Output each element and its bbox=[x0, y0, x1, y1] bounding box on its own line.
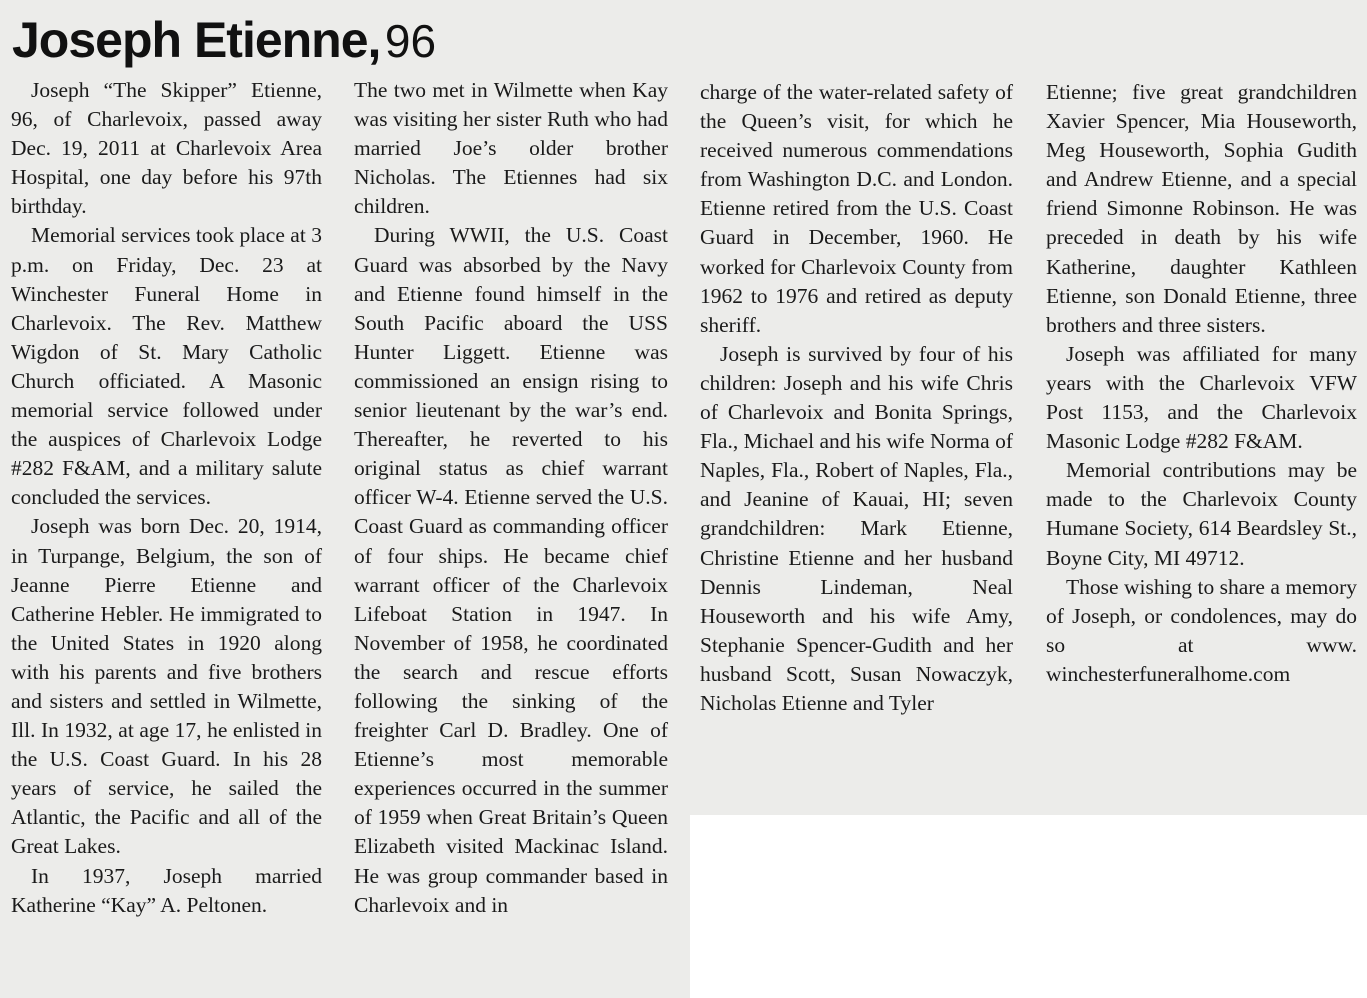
paragraph: During WWII, the U.S. Coast Guard was absorbed by the Navy and Etienne found himself in the South Pacific aboard the USS Hunter Liggett. Etienne was commissioned an ensign rising to senior lieutenant by the war’s end. Thereafter, he reverted to his original status as chief warrant officer W-4. Etienne served the U.S. Coast Guard as commanding officer of four ships. He became chief warrant officer of the Charlevoix Lifeboat Station in 1947. In November of 1958, he coordinated the search and rescue efforts following the sinking of the freighter Carl D. Bradley. One of Etienne’s most memorable experiences occurred in the summer of 1959 when Great Britain’s Queen Elizabeth visited Mackinac Island. He was group commander based in Charlevoix and in bbox=[354, 223, 668, 917]
paragraph: Joseph is survived by four of his children: Joseph and his wife Chris of Charlevoix and Bonita Springs, Fla., Michael and his wife Norma of Naples, Fla., Robert of Naples, Fla., and Jeanine of Kauai, HI; seven grandchildren: Mark Etienne, Christine Etienne and her husband Dennis Lindeman, Neal Houseworth and his wife Amy, Stephanie Spencer-Gudith and her husband Scott, Susan Nowaczyk, Nicholas Etienne and Tyler bbox=[700, 341, 1013, 715]
article-column-3 bbox=[700, 78, 1013, 718]
article-column-1 bbox=[11, 76, 322, 920]
paragraph: Joseph was affiliated for many years with the Charlevoix VFW Post 1153, and the Charlevoix Masonic Lodge #282 F&AM. bbox=[1046, 341, 1357, 454]
headline bbox=[12, 10, 436, 83]
paragraph: charge of the water-related safety of the Queen’s visit, for which he received numerous commendations from Washington D.C. and London. Etienne retired from the U.S. Coast Guard in December, 1960. He worked for Charlevoix County from 1962 to 1976 and retired as deputy sheriff. bbox=[700, 80, 1013, 337]
article-column-4 bbox=[1046, 78, 1357, 689]
paragraph: Etienne; five great grandchildren Xavier Spencer, Mia Houseworth, Meg Houseworth, Sophia Gudith and Andrew Etienne, and a special friend Simonne Robinson. He was preceded in death by his wife Katherine, daughter Kathleen Etienne, son Donald Etienne, three brothers and three sisters. bbox=[1046, 80, 1357, 337]
paragraph: Joseph “The Skipper” Etienne, 96, of Charlevoix, passed away Dec. 19, 2011 at Charlevoix Area Hospital, one day before his 97th birthday. bbox=[11, 78, 322, 219]
paragraph: Memorial contributions may be made to the Charlevoix County Humane Society, 614 Beardsley St., Boyne City, MI 49712. bbox=[1046, 458, 1357, 570]
paragraph: Joseph was born Dec. 20, 1914, in Turpange, Belgium, the son of Jeanne Pierre Etienne and Catherine Hebler. He immigrated to the United States in 1920 along with his parents and five brothers and sisters and settled in Wilmette, Ill. In 1932, at age 17, he enlisted in the U.S. Coast Guard. In his 28 years of service, he sailed the Atlantic, the Pacific and all of the Great Lakes. bbox=[11, 514, 322, 859]
article-column-2 bbox=[354, 76, 668, 920]
paragraph: The two met in Wilmette when Kay was visiting her sister Ruth who had married Joe’s older brother Nicholas. The Etiennes had six children. bbox=[354, 78, 668, 219]
paragraph: Memorial services took place at 3 p.m. on Friday, Dec. 23 at Winchester Funeral Home in Charlevoix. The Rev. Matthew Wigdon of St. Mary Catholic Church officiated. A Masonic memorial service followed under the auspices of Charlevoix Lodge #282 F&AM, and a military salute concluded the services. bbox=[11, 223, 322, 510]
headline-name: Joseph Etienne, bbox=[12, 12, 381, 68]
headline-age: 96 bbox=[384, 15, 437, 67]
paragraph: In 1937, Joseph married Katherine “Kay” A. Peltonen. bbox=[11, 863, 322, 917]
paragraph: Those wishing to share a memory of Joseph, or condolences, may do so at www. winchesterfuneralhome.com bbox=[1046, 574, 1357, 686]
